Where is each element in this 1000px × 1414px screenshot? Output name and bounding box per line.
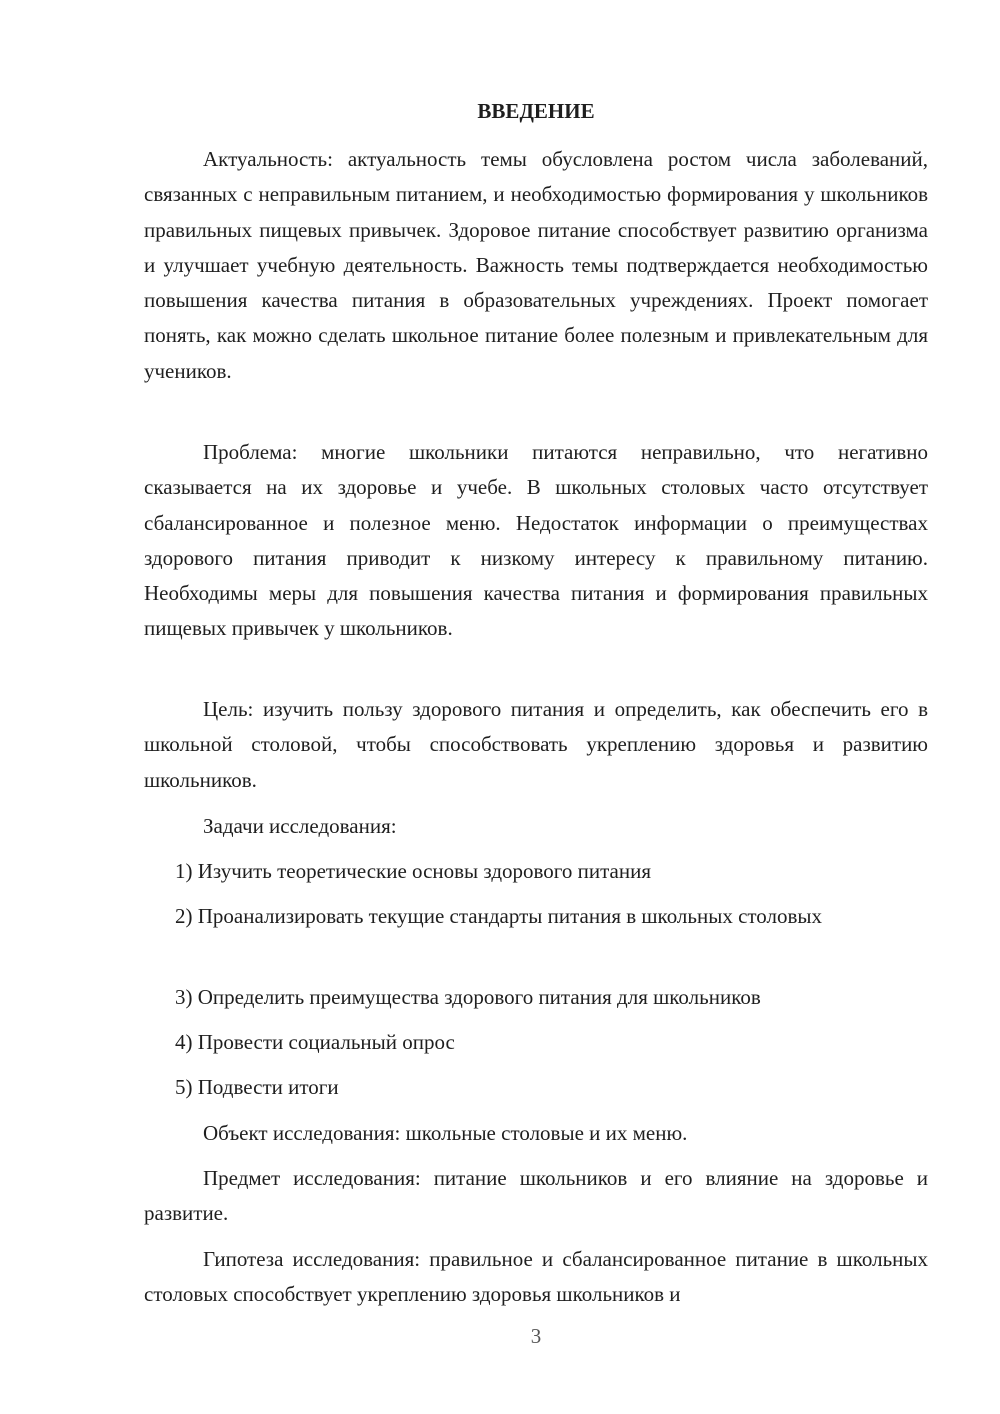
task-item-4: 4) Провести социальный опрос: [175, 1030, 455, 1054]
task-item-3: 3) Определить преимущества здорового питания для школьников: [175, 985, 761, 1009]
problem-paragraph: Проблема: многие школьники питаются неправильно, что негативно сказывается на их здоровье и учебе. В школьных столовых часто отсутствует сбалансированное и полезное меню. Недостаток информации о преимуществах здорового питания приводит к низкому интересу к правильному питанию. Необходимы меры для повышения качества питания и формирования правильных пищевых привычек у школьников.: [144, 440, 928, 641]
tasks-heading: Задачи исследования:: [203, 814, 397, 838]
task-item-5: 5) Подвести итоги: [175, 1075, 339, 1099]
subject-paragraph: Предмет исследования: питание школьников и его влияние на здоровье и развитие.: [144, 1166, 928, 1226]
task-item-1: 1) Изучить теоретические основы здорового питания: [175, 859, 651, 883]
hypothesis-paragraph: Гипотеза исследования: правильное и сбалансированное питание в школьных столовых способствует укреплению здоровья школьников и: [144, 1247, 928, 1307]
goal-paragraph: Цель: изучить пользу здорового питания и определить, как обеспечить его в школьной столовой, чтобы способствовать укреплению здоровья и развитию школьников.: [144, 697, 928, 792]
page-number: 3: [530, 1324, 542, 1348]
relevance-paragraph: Актуальность: актуальность темы обусловлена ростом числа заболеваний, связанных с неправильным питанием, и необходимостью формирования у школьников правильных пищевых привычек. Здоровое питание способствует развитию организма и улучшает учебную деятельность. Важность темы подтверждается необходимостью повышения качества питания в образовательных учреждениях. Проект помогает понять, как можно сделать школьное питание более полезным и привлекательным для учеников.: [144, 147, 928, 383]
task-item-2: 2) Проанализировать текущие стандарты питания в школьных столовых: [175, 904, 823, 928]
object-paragraph: Объект исследования: школьные столовые и их меню.: [203, 1121, 688, 1145]
section-title: ВВЕДЕНИЕ: [477, 99, 595, 123]
